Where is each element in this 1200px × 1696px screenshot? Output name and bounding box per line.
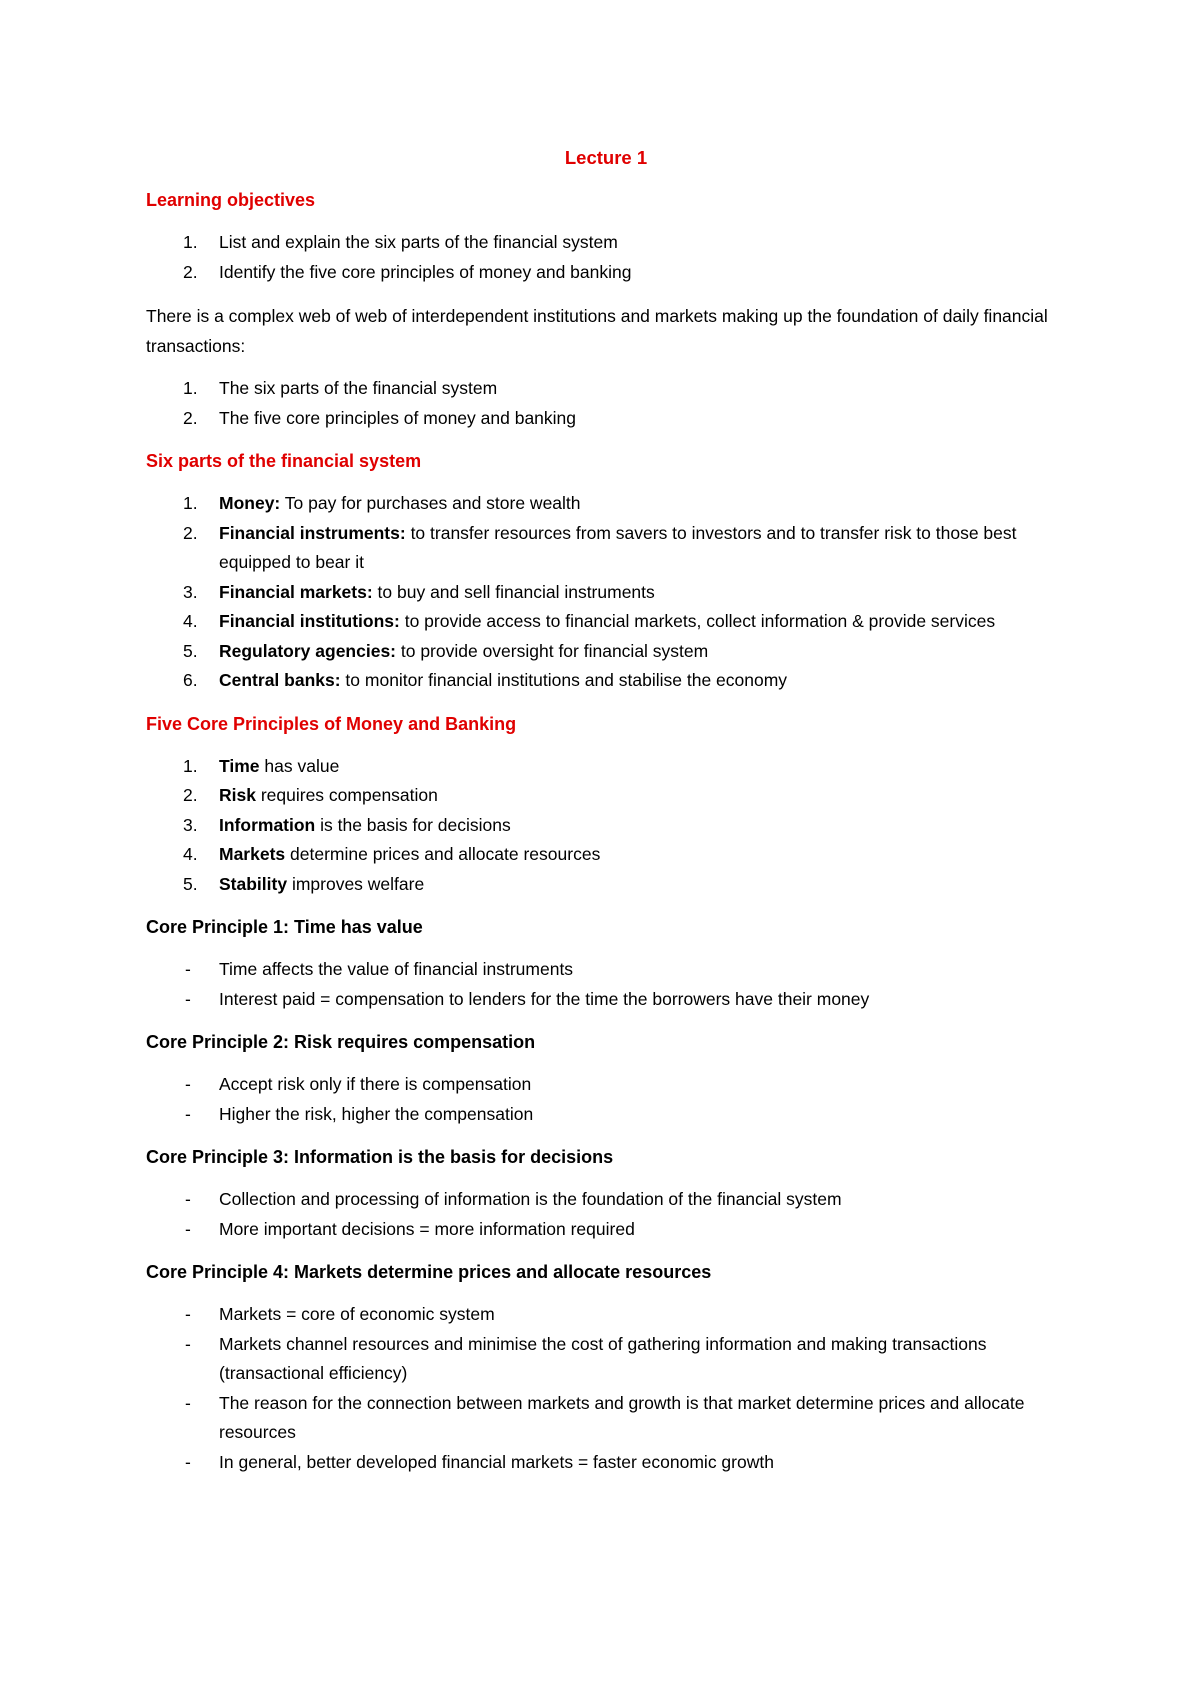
list-item: - Collection and processing of information is the foundation of the financial system [146, 1185, 1066, 1215]
core-principle-3-heading: Core Principle 3: Information is the basis for decisions [146, 1147, 614, 1167]
list-item: 3. Information is the basis for decisions [146, 811, 1066, 841]
dash-bullet: - [185, 959, 191, 979]
term: Regulatory agencies: [219, 640, 396, 661]
term: Time [219, 755, 260, 776]
list-item: 1. Time has value [146, 752, 1066, 782]
list-number: 3. [183, 814, 198, 835]
core-principle-2-heading: Core Principle 2: Risk requires compensation [146, 1032, 536, 1052]
list-item: - Time affects the value of financial instruments [146, 955, 1066, 985]
dash-bullet: - [185, 1074, 191, 1094]
list-item: - The reason for the connection between markets and growth is that market determine prices and allocate resources [146, 1389, 1066, 1448]
list-number: 2. [183, 261, 198, 282]
list-item: 3. Financial markets: to buy and sell financial instruments [146, 578, 1066, 608]
list-item: - Markets channel resources and minimise the cost of gathering information and making transactions (transactional efficiency) [146, 1330, 1066, 1389]
list-item: 1. The six parts of the financial system [146, 374, 1066, 404]
dash-bullet: - [185, 1392, 191, 1413]
dash-bullet: - [185, 1218, 191, 1239]
core-principle-2-list [146, 1070, 1066, 1129]
list-item: - Markets = core of economic system [146, 1300, 1066, 1330]
term: Risk [219, 785, 256, 805]
list-number: 1. [183, 493, 198, 513]
list-number: 4. [183, 611, 198, 631]
term: Financial instruments: [219, 522, 406, 543]
intro-paragraph: There is a complex web of web of interdependent institutions and markets making up the foundation of daily financial transactions: [146, 306, 1048, 356]
list-number: 1. [183, 232, 198, 252]
list-item: 1. List and explain the six parts of the financial system [146, 228, 1066, 258]
six-parts-heading: Six parts of the financial system [146, 451, 422, 471]
six-parts-list [146, 489, 1066, 696]
list-item: - Accept risk only if there is compensation [146, 1070, 1066, 1100]
five-principles-list [146, 752, 1066, 900]
list-number: 5. [183, 640, 198, 661]
term: Stability [219, 873, 288, 894]
list-number: 6. [183, 670, 198, 690]
core-principle-4-heading: Core Principle 4: Markets determine prices and allocate resources [146, 1262, 712, 1282]
dash-bullet: - [185, 1304, 191, 1324]
list-item: 6. Central banks: to monitor financial institutions and stabilise the economy [146, 666, 1066, 696]
dash-bullet: - [185, 1333, 191, 1354]
list-item: - In general, better developed financial markets = faster economic growth [146, 1448, 1066, 1478]
list-item: - Higher the risk, higher the compensation [146, 1100, 1066, 1130]
learning-objectives-heading: Learning objectives [146, 190, 316, 210]
dash-bullet: - [185, 1189, 191, 1209]
core-principle-1-list [146, 955, 1066, 1014]
core-principle-4-list [146, 1300, 1066, 1477]
dash-bullet: - [185, 1103, 191, 1124]
list-item: - More important decisions = more information required [146, 1215, 1066, 1245]
five-principles-heading: Five Core Principles of Money and Banking [146, 713, 517, 734]
list-item: 2. Identify the five core principles of money and banking [146, 258, 1066, 288]
term: Money: [219, 493, 281, 513]
list-number: 1. [183, 378, 198, 398]
list-number: 3. [183, 581, 198, 602]
core-principle-3-list [146, 1185, 1066, 1244]
document-content [146, 140, 1066, 1491]
list-item: 4. Financial institutions: to provide access to financial markets, collect information & provide services [146, 607, 1066, 637]
intro-list [146, 374, 1066, 433]
list-number: 4. [183, 844, 198, 864]
term: Markets [219, 844, 286, 864]
list-item: 2. Financial instruments: to transfer resources from savers to investors and to transfer risk to those best equipped to bear it [146, 519, 1066, 578]
list-item: 2. Risk requires compensation [146, 781, 1066, 811]
page-title: Lecture 1 [564, 147, 648, 168]
list-item: 5. Stability improves welfare [146, 870, 1066, 900]
list-number: 1. [183, 755, 198, 776]
list-number: 2. [183, 407, 198, 428]
list-item: 1. Money: To pay for purchases and store wealth [146, 489, 1066, 519]
term: Financial institutions: [219, 611, 400, 631]
list-number: 2. [183, 785, 198, 805]
dash-bullet: - [185, 1451, 191, 1472]
list-item: 4. Markets determine prices and allocate resources [146, 840, 1066, 870]
term: Financial markets: [219, 581, 373, 602]
core-principle-1-heading: Core Principle 1: Time has value [146, 917, 423, 937]
list-number: 5. [183, 873, 198, 894]
list-item: 2. The five core principles of money and banking [146, 404, 1066, 434]
term: Information [219, 814, 316, 835]
list-number: 2. [183, 522, 198, 543]
term: Central banks: [219, 670, 341, 690]
list-item: 5. Regulatory agencies: to provide oversight for financial system [146, 637, 1066, 667]
dash-bullet: - [185, 988, 191, 1009]
learning-objectives-list [146, 228, 1066, 287]
list-item: - Interest paid = compensation to lenders for the time the borrowers have their money [146, 985, 1066, 1015]
